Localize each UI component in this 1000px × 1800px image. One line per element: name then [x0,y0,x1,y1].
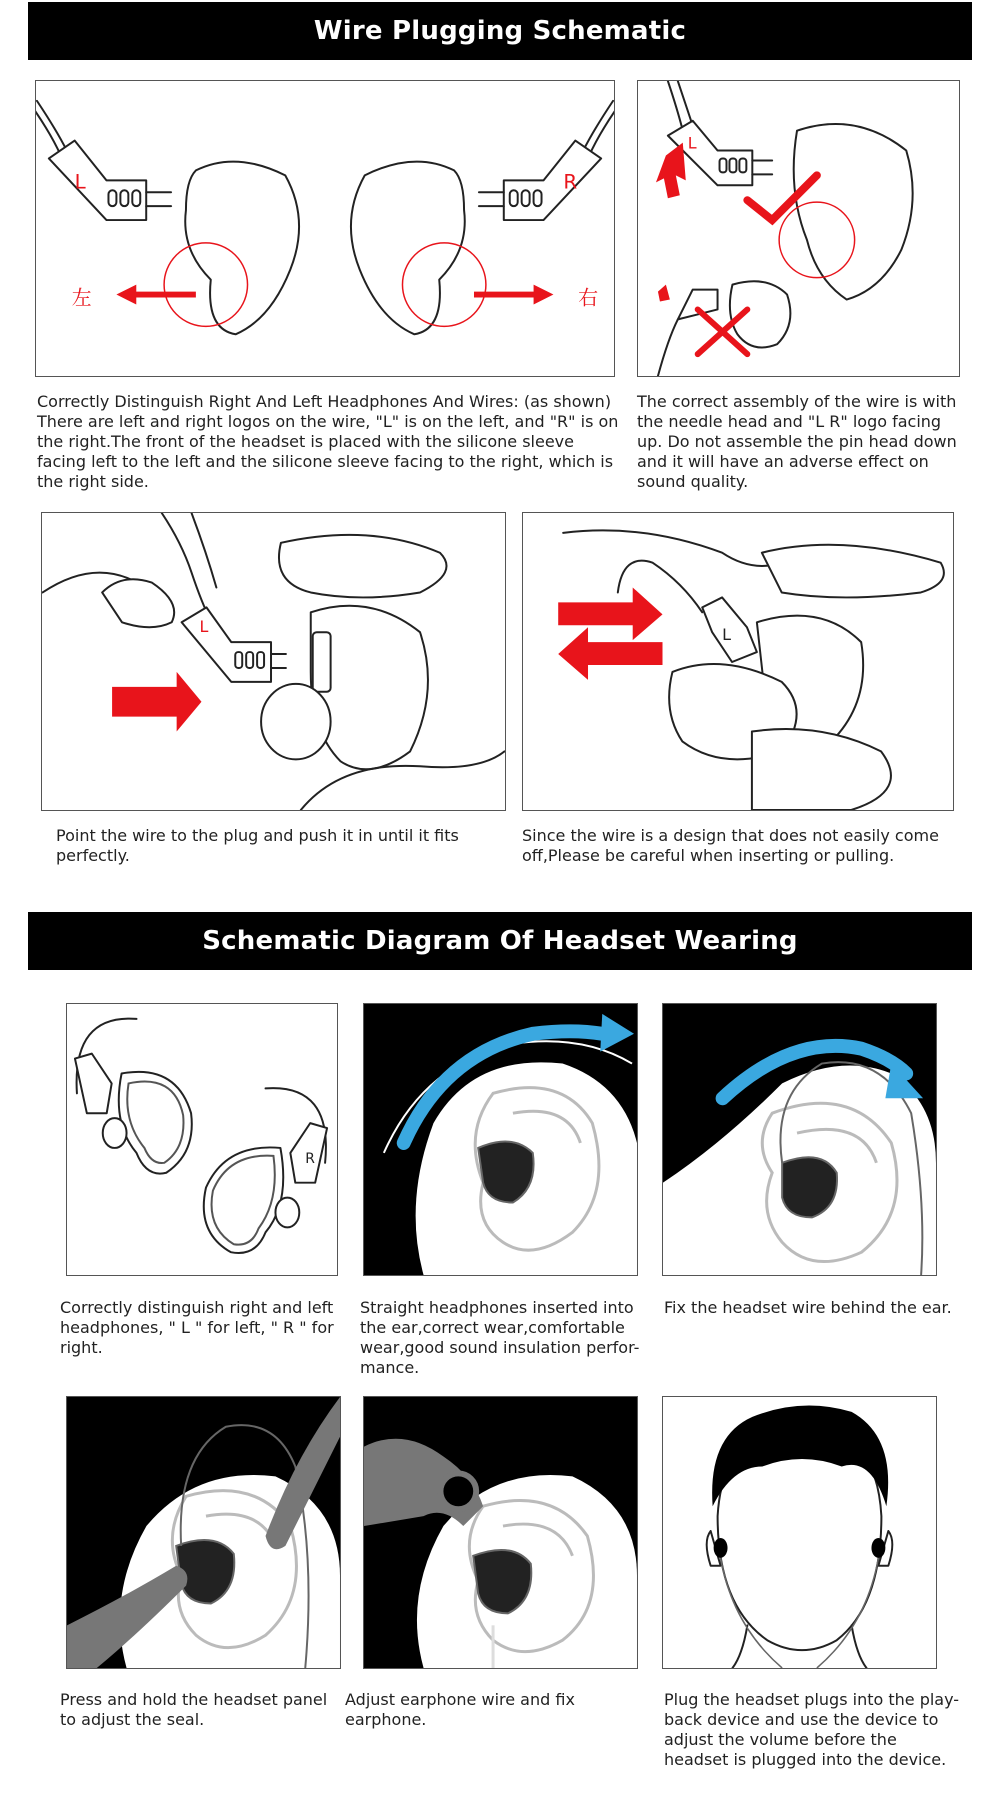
right-char: 右 [578,286,599,310]
push-arrow-icon [112,672,201,732]
wearing-step-4-caption: Press and hold the headset panel to adjust the seal. [60,1690,328,1729]
wire-step-4-caption: Since the wire is a design that does not easily come off,Please be careful when inserting or pulling. [522,826,939,865]
wire-step-3-caption: Point the wire to the plug and push it in until it fits perfectly. [56,826,459,865]
wearing-step-4-illustration [66,1396,341,1669]
wearing-step-5-caption: Adjust earphone wire and fix earphone. [345,1690,575,1729]
left-arrow-icon [116,285,195,305]
wearing-step-5-illustration [363,1396,638,1669]
left-char: 左 [71,286,92,310]
wire-step-3-illustration [41,512,506,811]
wire-line [37,101,67,151]
connector-mark: L [199,617,209,637]
connector-mark: L [722,625,731,645]
wearing-step-1-illustration [66,1003,338,1276]
insert-arrow-icon [558,587,662,640]
right-earpiece [351,162,465,335]
wearing-step-1-caption: Correctly distinguish right and left headphones, " L " for left, " R " for right. [60,1298,334,1357]
right-mark: R [563,170,578,194]
wearing-step-3-caption: Fix the headset wire behind the ear. [664,1298,952,1317]
left-mark: L [74,170,86,194]
left-earpiece [185,162,299,335]
wearing-step-2-illustration [363,1003,638,1276]
right-connector [504,141,601,220]
section-title-wearing: Schematic Diagram Of Headset Wearing [28,912,972,970]
connector-mark: L [687,133,697,153]
wire-step-1-illustration [35,80,615,377]
pull-arrow-icon [558,627,662,680]
wire-step-2-illustration [637,80,960,377]
up-arrow-icon [656,143,686,199]
wearing-step-3-illustration [662,1003,937,1276]
right-mark: R [305,1150,315,1167]
wire-step-1-caption: Correctly Distinguish Right And Left Headphones And Wires: (as shown) There are left and right logos on the wire, "L" is on the left, and "R" is on the right.The front of the headset is placed with the silicone sleeve facing left to the left and the silicone sleeve facing to the right, which is the right side. [37,392,619,491]
wire-step-2-caption: The correct assembly of the wire is with the needle head and "L R" logo facing up. Do not assemble the pin head down and it will have an adverse effect on sound quality. [637,392,957,491]
wearing-step-6-caption: Plug the headset plugs into the play-back device and use the device to adjust the volume before the headset is plugged into the device. [664,1690,960,1769]
wearing-step-6-illustration [662,1396,937,1669]
section-title-wire-plugging: Wire Plugging Schematic [28,2,972,60]
wire-step-4-illustration [522,512,954,811]
down-arrow-icon [658,285,670,302]
left-connector [49,141,146,220]
wearing-step-2-caption: Straight headphones inserted into the ear,correct wear,comfortable wear,good sound insulation perfor-mance. [360,1298,640,1377]
